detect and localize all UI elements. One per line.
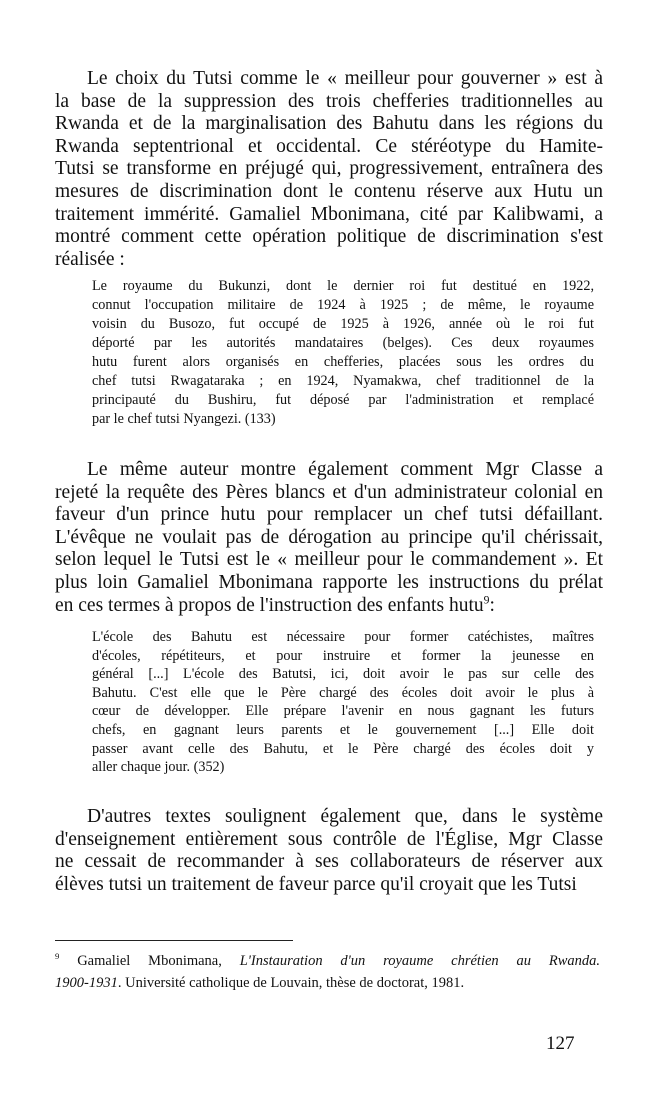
text-line: d'écoles, répétiteurs, et pour instruire et former la jeunesse en	[92, 647, 594, 664]
text-line: Bahutu. C'est elle que le Père chargé des écoles doit avoir le plus à	[92, 684, 594, 701]
punctuation: :	[489, 594, 495, 616]
footnote-publisher: . Université catholique de Louvain, thèse de doctorat, 1981.	[117, 975, 465, 991]
footnote-years: 1900-1931	[55, 975, 118, 991]
footnote-author: Gamaliel Mbonimana,	[77, 953, 240, 969]
text-line: Rwanda et de la marginalisation des Bahutu dans les régions du	[55, 113, 603, 135]
text-line: ne cessait de recommander à ses collaborateurs de réserver aux	[55, 851, 603, 873]
text-line: faveur d'un prince hutu pour remplacer un chef tutsi défaillant.	[55, 504, 603, 526]
block-quote-2	[92, 628, 594, 777]
paragraph-3	[55, 806, 603, 896]
text-line: élèves tutsi un traitement de faveur parce qu'il croyait que les Tutsi	[55, 873, 577, 895]
text-line: chefs, en gagnant leurs parents et le gouvernement [...] Elle doit	[92, 721, 594, 738]
text-line: réalisée :	[55, 248, 125, 270]
text-line: D'autres textes soulignent également que, dans le système	[87, 806, 603, 827]
text-line: Le choix du Tutsi comme le « meilleur pour gouverner » est à	[87, 68, 603, 89]
text-line: rejeté la requête des Pères blancs et d'un administrateur colonial en	[55, 481, 603, 503]
footnote-title: L'Instauration d'un royaume chrétien au Rwanda.	[239, 953, 601, 969]
footnote-ref[interactable]: 9	[483, 593, 490, 607]
footnote-divider	[55, 940, 293, 941]
text-line: L'évêque ne voulait pas de dérogation au principe qu'il chérissait,	[55, 526, 603, 548]
block-quote-1	[92, 277, 594, 429]
text-line: principauté du Bushiru, fut déposé par l'administration et remplacé	[92, 392, 594, 408]
text-line: Tutsi se transforme en préjugé qui, progressivement, entraînera des	[55, 158, 603, 180]
page-number: 127	[546, 1033, 575, 1054]
text-line: connut l'occupation militaire de 1924 à 1925 ; de même, le royaume	[92, 297, 594, 313]
text-line: voisin du Busozo, fut occupé de 1925 à 1926, année où le roi fut	[92, 316, 594, 332]
text-line: général [...] L'école des Batutsi, ici, doit avoir le pas sur celle des	[92, 666, 594, 683]
text-line: par le chef tutsi Nyangezi. (133)	[92, 411, 276, 427]
text-line: plus loin Gamaliel Mbonimana rapporte les instructions du prélat	[55, 571, 603, 593]
text-line: chef tutsi Rwagataraka ; en 1924, Nyamakwa, chef traditionnel de la	[92, 373, 594, 389]
text-line: cœur de développer. Elle prépare l'avenir en nous gagnant les futurs	[92, 703, 594, 720]
text-line: Rwanda septentrional et occidental. Ce stéréotype du Hamite-	[55, 135, 603, 157]
text-line: la base de la suppression des trois chefferies traditionnelles au	[55, 90, 603, 112]
footnote-number: 9	[55, 951, 60, 962]
paragraph-1	[55, 68, 603, 271]
text-line: L'école des Bahutu est nécessaire pour former catéchistes, maîtres	[92, 629, 594, 645]
text-line: selon lequel le Tutsi est le « meilleur pour le commandement ». Et	[55, 549, 603, 571]
footnote	[55, 950, 600, 994]
text-line: passer avant celle des Bahutu, et le Père chargé des écoles doit y	[92, 740, 594, 757]
text-line: aller chaque jour. (352)	[92, 759, 225, 776]
text-line: en ces termes à propos de l'instruction des enfants hutu$^9$:	[55, 593, 495, 616]
text-line: montré comment cette opération politique de discrimination s'est	[55, 226, 603, 248]
text-line: Le même auteur montre également comment Mgr Classe a	[87, 459, 603, 480]
paragraph-2	[55, 459, 603, 617]
text-line: mesures de discrimination dont le contenu réserve aux Hutu un	[55, 180, 603, 202]
text-line: Le royaume du Bukunzi, dont le dernier roi fut destitué en 1922,	[92, 278, 594, 294]
text-line: traitement immérité. Gamaliel Mbonimana, cité par Kalibwami, a	[55, 203, 603, 225]
text-line: hutu furent alors organisés en chefferies, placées sous les ordres du	[92, 354, 594, 370]
text-line: d'enseignement entièrement sous contrôle de l'Église, Mgr Classe	[55, 828, 603, 850]
text-line: déporté par les autorités mandataires (belges). Ces deux royaumes	[92, 335, 594, 351]
